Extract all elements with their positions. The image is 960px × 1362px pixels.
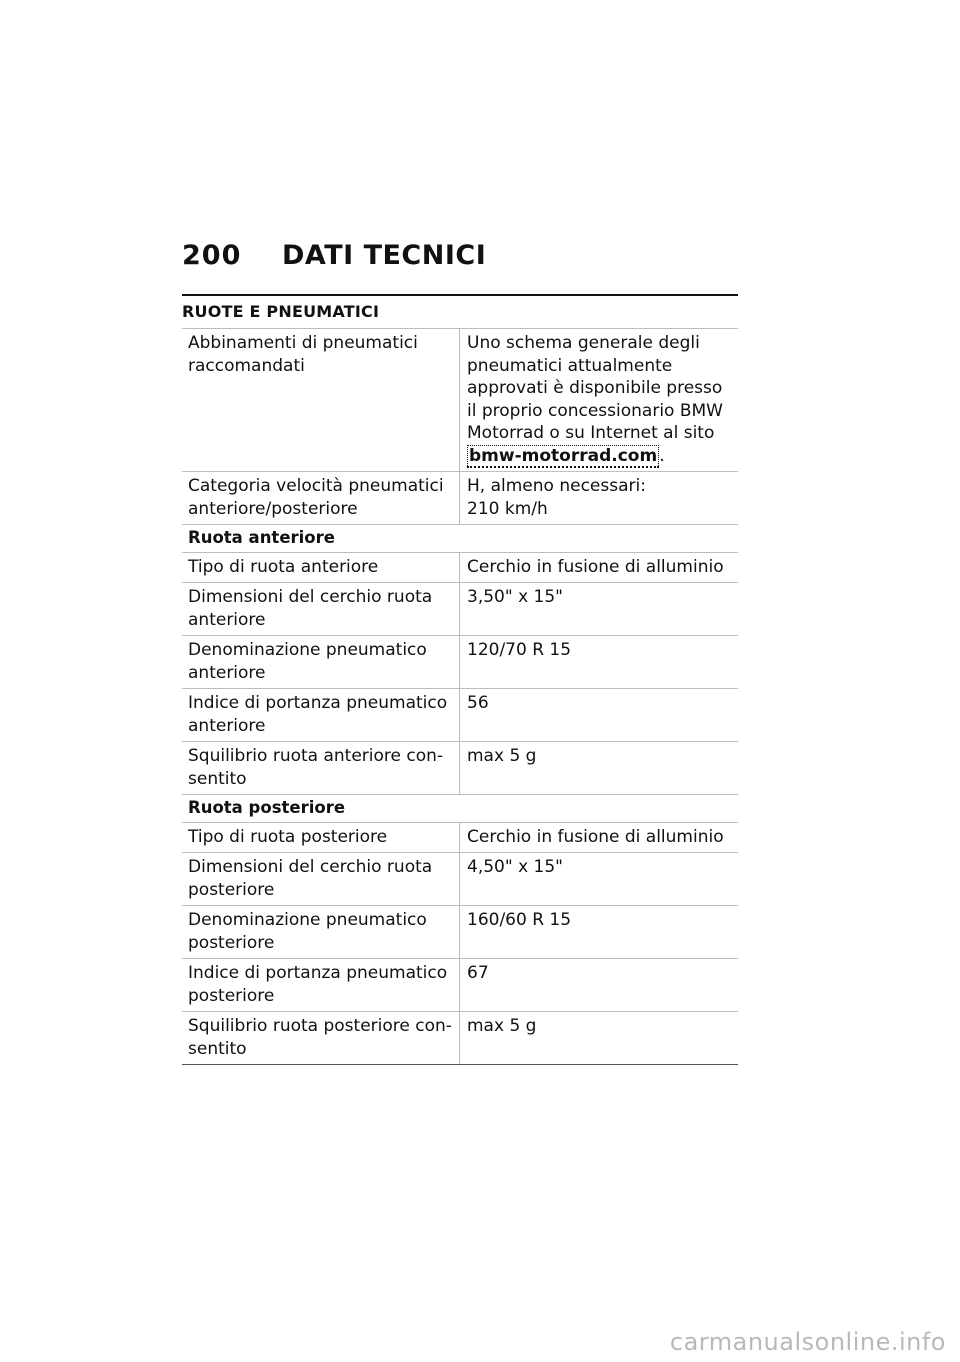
page-title: DATI TECNICI (282, 240, 487, 271)
row-value (460, 472, 739, 525)
row-value: 67 (460, 959, 739, 1012)
row-label: Categoria velocità pneumatici anteriore/posteriore (182, 472, 460, 525)
row-value: 160/60 R 15 (460, 906, 739, 959)
row-value: max 5 g (460, 742, 739, 795)
table-row (182, 636, 738, 689)
group-row (182, 525, 738, 553)
row-label: Tipo di ruota posteriore (182, 822, 460, 853)
table-row (182, 689, 738, 742)
table-row (182, 329, 738, 472)
table-row (182, 472, 738, 525)
section-title: RUOTE E PNEUMATICI (182, 294, 738, 328)
row-value: Cerchio in fusione di alluminio (460, 552, 739, 583)
table-row (182, 583, 738, 636)
group-row (182, 795, 738, 823)
row-value (460, 329, 739, 472)
spec-table (182, 328, 738, 1065)
group-heading-front: Ruota anteriore (182, 525, 738, 553)
page-number: 200 (182, 240, 242, 271)
table-row (182, 742, 738, 795)
row-value: 3,50" x 15" (460, 583, 739, 636)
row-value: 120/70 R 15 (460, 636, 739, 689)
row-label: Denominazione pneumatico anteriore (182, 636, 460, 689)
row-label: Dimensioni del cerchio ruota posteriore (182, 853, 460, 906)
row-value: 4,50" x 15" (460, 853, 739, 906)
table-row (182, 959, 738, 1012)
table-row (182, 552, 738, 583)
row-value: 56 (460, 689, 739, 742)
row-label: Dimensioni del cerchio ruota anteriore (182, 583, 460, 636)
value-line: H, almeno necessari: (467, 476, 646, 496)
group-heading-rear: Ruota posteriore (182, 795, 738, 823)
page-header (182, 240, 738, 280)
value-line: 210 km/h (467, 498, 548, 519)
table-row (182, 1012, 738, 1065)
row-label: Tipo di ruota anteriore (182, 552, 460, 583)
row-value: max 5 g (460, 1012, 739, 1065)
row-label: Squilibrio ruota posteriore con-sentito (182, 1012, 460, 1065)
table-row (182, 906, 738, 959)
value-suffix: . (659, 445, 665, 466)
table-row (182, 853, 738, 906)
row-label: Abbinamenti di pneumatici raccomandati (182, 329, 460, 472)
row-value: Cerchio in fusione di alluminio (460, 822, 739, 853)
bmw-motorrad-link[interactable]: bmw-motorrad.com (469, 445, 658, 466)
row-label: Indice di portanza pneumatico anteriore (182, 689, 460, 742)
row-label: Indice di portanza pneumatico posteriore (182, 959, 460, 1012)
value-text: Uno schema generale degli pneumatici attualmente approvati è disponibile presso il proprio concessionario BMW Motorrad o su Internet al sito (467, 333, 723, 443)
row-label: Denominazione pneumatico posteriore (182, 906, 460, 959)
watermark: carmanualsonline.info (669, 1328, 946, 1356)
table-row (182, 822, 738, 853)
row-label: Squilibrio ruota anteriore con-sentito (182, 742, 460, 795)
